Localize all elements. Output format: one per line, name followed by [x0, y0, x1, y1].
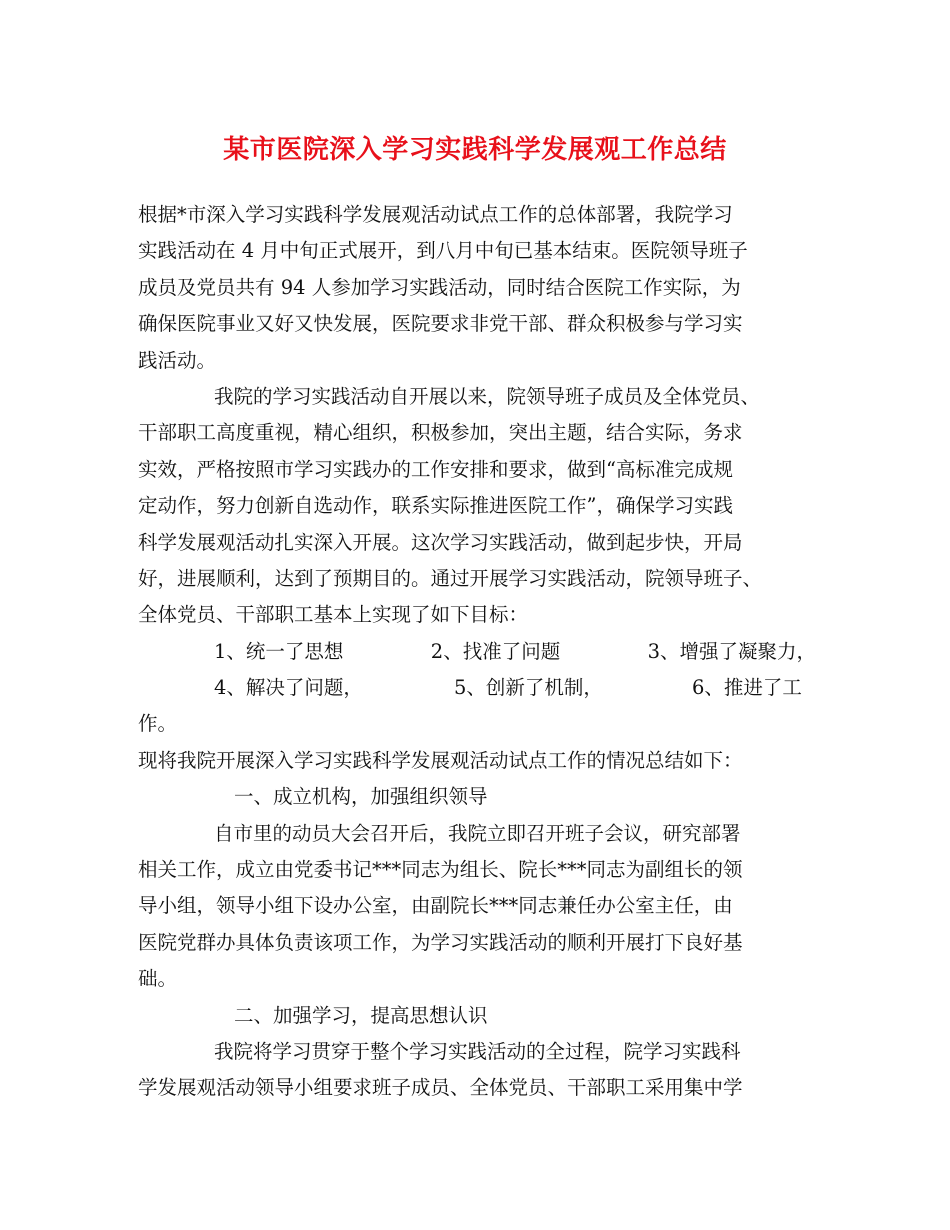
paragraph-line: 学发展观活动领导小组要求班子成员、全体党员、干部职工采用集中学	[138, 1076, 743, 1100]
paragraph-line: 好，进展顺利，达到了预期目的。通过开展学习实践活动，院领导班子、	[138, 566, 763, 590]
goal-item: 4、解决了问题，	[214, 676, 363, 700]
paragraph-line: 相关工作，成立由党委书记***同志为组长、院长***同志为副组长的领	[138, 858, 743, 882]
document-body	[138, 197, 816, 1107]
paragraph-line: 现将我院开展深入学习实践科学发展观活动试点工作的情况总结如下：	[138, 748, 743, 772]
goals-row	[138, 634, 816, 670]
paragraph-line: 作。	[138, 712, 178, 736]
section-heading: 一、成立机构，加强组织领导	[234, 785, 488, 809]
paragraph-line: 践活动。	[138, 348, 217, 372]
paragraph-line: 我院将学习贯穿于整个学习实践活动的全过程，院学习实践科	[214, 1039, 741, 1063]
paragraph-line: 确保医院事业又好又快发展，医院要求非党干部、群众积极参与学习实	[138, 312, 743, 336]
goals-row	[138, 670, 816, 706]
paragraph-line: 根据*市深入学习实践科学发展观活动试点工作的总体部署，我院学习	[138, 203, 733, 226]
paragraph-line: 全体党员、干部职工基本上实现了如下目标：	[138, 603, 529, 627]
section-heading: 二、加强学习，提高思想认识	[234, 1003, 488, 1027]
goal-item: 6、推进了工	[692, 676, 802, 700]
goal-item: 1、统一了思想	[214, 639, 344, 663]
paragraph-line: 成员及党员共有 94 人参加学习实践活动，同时结合医院工作实际，为	[138, 275, 741, 299]
goal-item: 5、创新了机制，	[454, 676, 603, 700]
document-title: 某市医院深入学习实践科学发展观工作总结	[223, 135, 727, 165]
paragraph-line: 科学发展观活动扎实深入开展。这次学习实践活动，做到起步快，开局	[138, 530, 743, 554]
paragraph-line: 我院的学习实践活动自开展以来，院领导班子成员及全体党员、	[214, 384, 761, 408]
paragraph-line: 自市里的动员大会召开后，我院立即召开班子会议，研究部署	[214, 821, 741, 845]
paragraph-line: 础。	[138, 967, 178, 991]
paragraph-line: 实践活动在 4 月中旬正式展开，到八月中旬已基本结束。医院领导班子	[138, 239, 748, 263]
paragraph-line: 医院党群办具体负责该项工作，为学习实践活动的顺利开展打下良好基	[138, 930, 743, 954]
paragraph-line: 实效，严格按照市学习实践办的工作安排和要求，做到“高标准完成规	[138, 457, 733, 481]
paragraph-line: 导小组，领导小组下设办公室，由副院长***同志兼任办公室主任，由	[138, 894, 733, 918]
paragraph-line: 干部职工高度重视，精心组织，积极参加，突出主题，结合实际，务求	[138, 421, 743, 445]
goal-item: 2、找准了问题	[430, 639, 561, 663]
goal-item: 3、增强了凝聚力，	[647, 639, 816, 663]
paragraph-line: 定动作，努力创新自选动作，联系实际推进医院工作”，确保学习实践	[138, 494, 733, 518]
